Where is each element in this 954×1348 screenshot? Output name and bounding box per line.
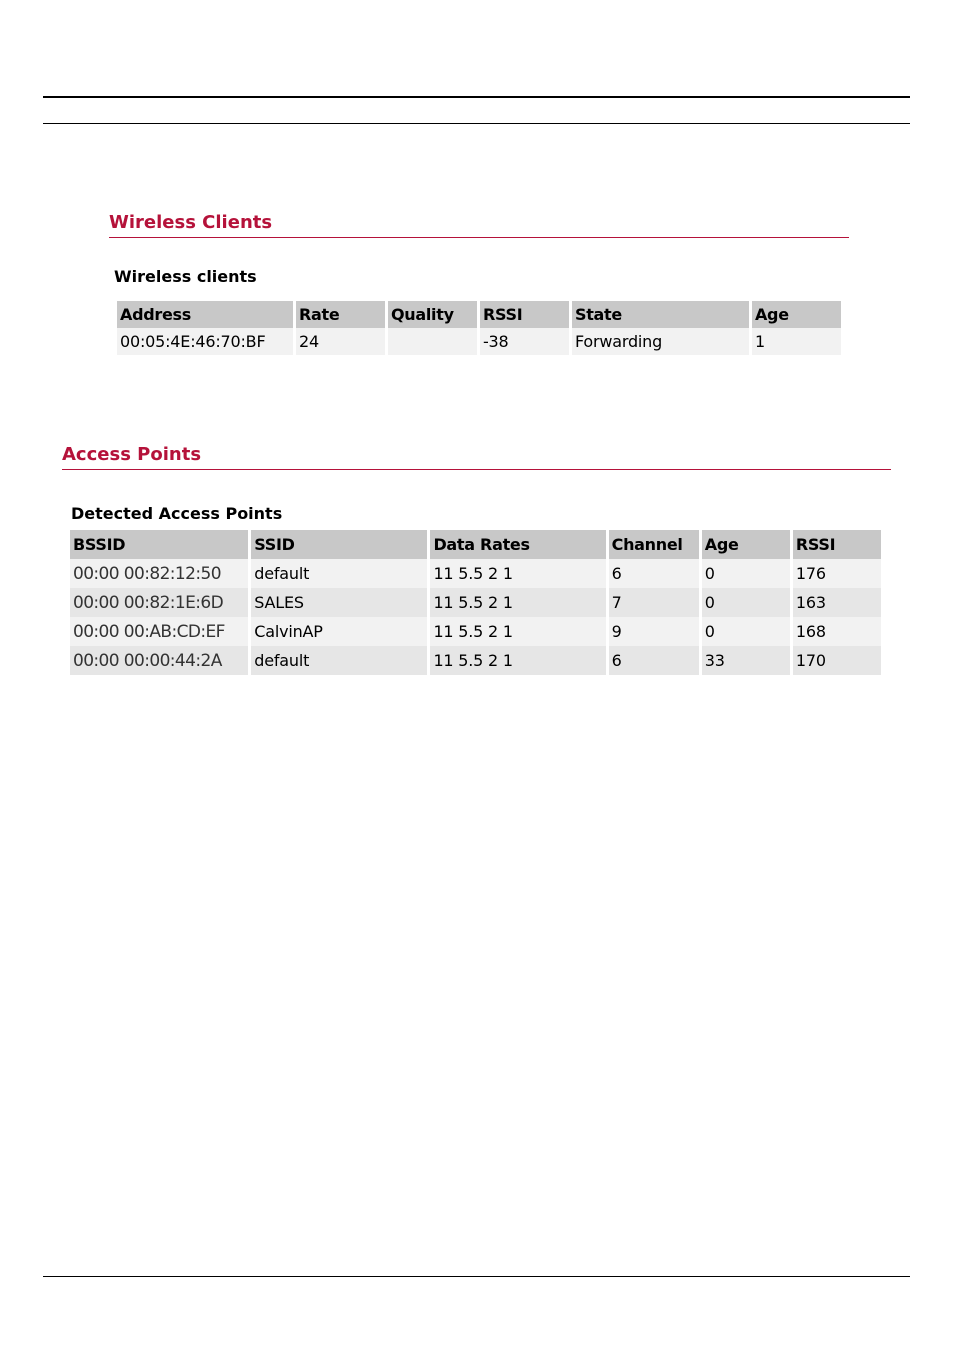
column-header-bssid: BSSID <box>70 530 248 559</box>
access-points-section <box>62 444 891 671</box>
cell-state: Forwarding <box>572 328 749 355</box>
access-points-table <box>67 530 884 675</box>
cell-bssid: 00:00 00:AB:CD:EF <box>70 617 248 646</box>
cell-bssid: 00:00 00:82:1E:6D <box>70 588 248 617</box>
column-header-rssi: RSSI <box>480 301 569 328</box>
cell-data-rates: 11 5.5 2 1 <box>430 646 605 675</box>
cell-age: 33 <box>702 646 790 675</box>
cell-rate: 24 <box>296 328 385 355</box>
access-points-caption: Detected Access Points <box>71 504 283 523</box>
column-header-channel: Channel <box>609 530 699 559</box>
cell-data-rates: 11 5.5 2 1 <box>430 588 605 617</box>
wireless-clients-caption: Wireless clients <box>114 267 257 286</box>
cell-data-rates: 11 5.5 2 1 <box>430 617 605 646</box>
cell-channel: 9 <box>609 617 699 646</box>
cell-rssi: -38 <box>480 328 569 355</box>
table-row <box>70 559 881 588</box>
cell-data-rates: 11 5.5 2 1 <box>430 559 605 588</box>
cell-bssid: 00:00 00:82:12:50 <box>70 559 248 588</box>
cell-age: 1 <box>752 328 841 355</box>
cell-quality <box>388 328 477 355</box>
access-points-title: Access Points <box>62 444 891 470</box>
table-row <box>70 588 881 617</box>
table-row <box>70 646 881 675</box>
cell-rssi: 176 <box>793 559 881 588</box>
footer-rule <box>43 1276 910 1277</box>
cell-bssid: 00:00 00:00:44:2A <box>70 646 248 675</box>
column-header-quality: Quality <box>388 301 477 328</box>
cell-rssi: 170 <box>793 646 881 675</box>
cell-channel: 6 <box>609 646 699 675</box>
table-header-row <box>70 530 881 559</box>
cell-ssid: default <box>251 646 427 675</box>
column-header-age: Age <box>702 530 790 559</box>
wireless-clients-title: Wireless Clients <box>109 212 849 238</box>
cell-channel: 7 <box>609 588 699 617</box>
cell-age: 0 <box>702 617 790 646</box>
cell-rssi: 168 <box>793 617 881 646</box>
cell-channel: 6 <box>609 559 699 588</box>
cell-address: 00:05:4E:46:70:BF <box>117 328 293 355</box>
cell-age: 0 <box>702 559 790 588</box>
table-row <box>117 328 841 355</box>
cell-ssid: SALES <box>251 588 427 617</box>
column-header-ssid: SSID <box>251 530 427 559</box>
cell-ssid: default <box>251 559 427 588</box>
column-header-rate: Rate <box>296 301 385 328</box>
column-header-rssi: RSSI <box>793 530 881 559</box>
wireless-clients-table <box>114 301 844 355</box>
column-header-address: Address <box>117 301 293 328</box>
cell-ssid: CalvinAP <box>251 617 427 646</box>
table-header-row <box>117 301 841 328</box>
wireless-clients-section <box>109 212 849 351</box>
cell-rssi: 163 <box>793 588 881 617</box>
table-row <box>70 617 881 646</box>
header-rule-thin <box>43 123 910 124</box>
cell-age: 0 <box>702 588 790 617</box>
header-rule-thick <box>43 96 910 98</box>
column-header-age: Age <box>752 301 841 328</box>
column-header-data-rates: Data Rates <box>430 530 605 559</box>
column-header-state: State <box>572 301 749 328</box>
